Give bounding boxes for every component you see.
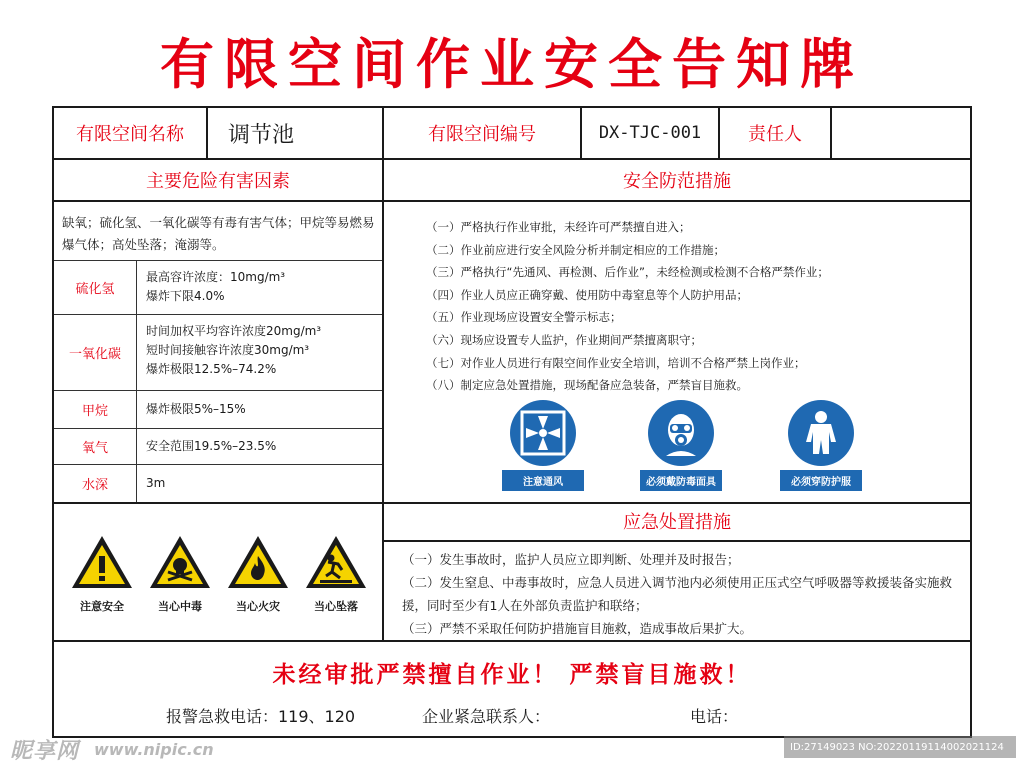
space-name-value: 调节池	[228, 122, 295, 148]
measures-list	[426, 216, 966, 397]
measure-item: （八）制定应急处置措施，现场配备应急装备，严禁盲目施救。	[426, 378, 748, 393]
hazard-value-o2: 安全范围19.5%–23.5%	[146, 438, 277, 453]
hazard-name-co: 一氧化碳	[68, 346, 121, 362]
measure-item: （三）严格执行“先通风、再检测、后作业”，未经检测或检测不合格严禁作业；	[426, 265, 829, 280]
warning-fire	[224, 534, 292, 614]
emergency-contact-label: 企业紧急联系人：	[422, 707, 551, 726]
measures-heading: 安全防范措施	[623, 171, 731, 192]
hazard-value-h2s: 最高容许浓度：10mg/m³ 爆炸下限4.0%	[146, 270, 286, 303]
hazard-name-water-depth: 水深	[81, 477, 108, 493]
sign-protective-suit	[780, 400, 862, 486]
responsible-value	[832, 108, 968, 158]
emergency-list	[402, 548, 972, 640]
watermark-id: ID:27149023 NO:20220119114002021124	[784, 736, 1016, 758]
fire-warning-icon	[226, 534, 290, 590]
sign-ventilation	[502, 400, 584, 486]
emergency-heading: 应急处置措施	[623, 512, 731, 533]
exclamation-warning-icon	[70, 534, 134, 590]
space-code-label: 有限空间编号	[428, 124, 536, 145]
safety-notice-board	[52, 106, 972, 738]
space-code-value: DX-TJC-001	[598, 123, 702, 143]
protective-suit-icon	[788, 400, 854, 466]
warning-poison-label: 当心中毒	[158, 600, 202, 613]
measure-item: （七）对作业人员进行有限空间作业安全培训，培训不合格严禁上岗作业；	[426, 355, 806, 370]
hazard-name-o2: 氧气	[81, 440, 108, 456]
hazard-value-ch4: 爆炸极限5%–15%	[146, 401, 246, 416]
warning-fall	[302, 534, 370, 614]
poison-warning-icon	[148, 534, 212, 590]
fall-warning-icon	[304, 534, 368, 590]
warning-poison	[146, 534, 214, 614]
warning-safety-label: 注意安全	[80, 600, 124, 613]
phone-label: 电话：	[690, 707, 739, 726]
warning-fall-label: 当心坠落	[314, 600, 358, 613]
watermark-brand: 昵享网	[10, 739, 80, 764]
measure-item: （四）作业人员应正确穿戴、使用防中毒窒息等个人防护用品；	[426, 287, 748, 302]
warning-fire-label: 当心火灾	[236, 600, 280, 613]
hazards-heading: 主要危险有害因素	[146, 171, 290, 192]
footer-slogan: 未经审批严禁擅自作业！ 严禁盲目施救！	[272, 662, 752, 688]
ventilation-fan-icon	[510, 400, 576, 466]
watermark-url: www.nipic.cn	[94, 740, 214, 759]
space-name-label: 有限空间名称	[76, 124, 184, 145]
emergency-item: （三）严禁不采取任何防护措施盲目施救，造成事故后果扩大。	[402, 621, 753, 636]
hazard-value-co: 时间加权平均容许浓度20mg/m³ 短时间接触容许浓度30mg/m³ 爆炸极限12.5%–74.2%	[146, 324, 322, 376]
board-title: 有限空间作业安全告知牌	[160, 33, 864, 96]
hazards-description: 缺氧；硫化氢、一氧化碳等有毒有害气体；甲烷等易燃易爆气体；高处坠落；淹溺等。	[62, 215, 375, 252]
measure-item: （六）现场应设置专人监护，作业期间严禁擅离职守；	[426, 332, 702, 347]
sign-protective-suit-label: 必须穿防护服	[780, 470, 862, 491]
warning-safety	[68, 534, 136, 614]
sign-gas-mask	[640, 400, 722, 486]
hazard-name-ch4: 甲烷	[81, 403, 108, 419]
responsible-label: 责任人	[748, 124, 802, 145]
gas-mask-icon	[648, 400, 714, 466]
hazard-value-water-depth: 3m	[146, 475, 166, 490]
sign-gas-mask-label: 必须戴防毒面具	[640, 470, 722, 491]
sign-ventilation-label: 注意通风	[502, 470, 584, 491]
emergency-item: （二）发生窒息、中毒事故时，应急人员进入调节池内必须使用正压式空气呼吸器等救援装备实施救援，同时至少有1人在外部负责监护和联络；	[402, 575, 953, 613]
hazard-name-h2s: 硫化氢	[75, 281, 115, 297]
measure-item: （五）作业现场应设置安全警示标志；	[426, 310, 622, 325]
alarm-phone: 报警急救电话：119、120	[166, 707, 356, 726]
measure-item: （一）严格执行作业审批，未经许可严禁擅自进入；	[426, 220, 691, 234]
emergency-item: （一）发生事故时，监护人员应立即判断、处理并及时报告；	[402, 552, 740, 567]
measure-item: （二）作业前应进行安全风险分析并制定相应的工作措施；	[426, 242, 725, 257]
